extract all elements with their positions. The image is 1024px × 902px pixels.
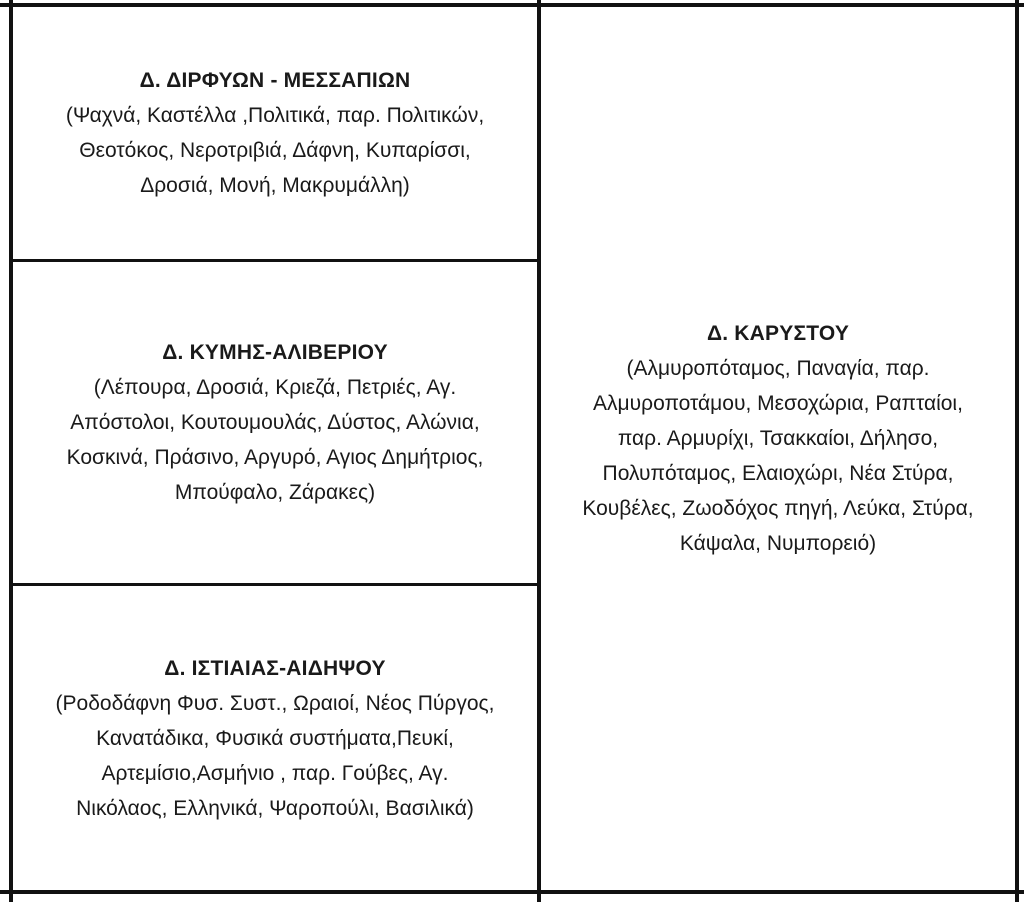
cell-locations: (Λέπουρα, Δροσιά, Κριεζά, Πετριές, Αγ. Απόστολοι, Κουτουμουλάς, Δύστος, Αλώνια, Κοσκινά, Πράσινο, Αργυρό, Αγιος Δημήτριος, Μπούφαλο, Ζάρακες) — [66, 376, 484, 504]
table-cell-dirfyon-messapion — [13, 7, 537, 259]
table-right-border — [1015, 0, 1019, 902]
cell-title: Δ. ΚΥΜΗΣ-ΑΛΙΒΕΡΙΟΥ — [162, 341, 388, 364]
table-cell-istiaias-aidipsou — [13, 586, 537, 890]
cell-locations: (Αλμυροπόταμος, Παναγία, παρ. Αλμυροποτάμου, Μεσοχώρια, Ραπταίοι, παρ. Αρμυρίχι, Τσακκαίοι, Δήλησο, Πολυπόταμος, Ελαιοχώρι, Νέα Στύρα, Κουβέλες, Ζωοδόχος πηγή, Λεύκα, Στύρα, Κάψαλα, Νυμπορειό) — [582, 357, 974, 555]
cell-title: Δ. ΔΙΡΦΥΩΝ - ΜΕΣΣΑΠΙΩΝ — [139, 69, 411, 92]
table-bottom-border — [0, 890, 1024, 894]
cell-title: Δ. ΙΣΤΙΑΙΑΣ-ΑΙΔΗΨΟΥ — [164, 656, 386, 680]
cell-title: Δ. ΚΑΡΥΣΤΟΥ — [706, 322, 850, 345]
table-cell-kymis-aliveriou — [13, 262, 537, 583]
cell-locations: (Ροδοδάφνη Φυσ. Συστ., Ωραιοί, Νέος Πύργος, Κανατάδικα, Φυσικά συστήματα,Πευκί, Αρτεμίσιο,Ασμήνιο , παρ. Γούβες, Αγ. Νικόλαος, Ελληνικά, Ψαροπούλι, Βασιλικά) — [55, 691, 495, 820]
table-cell-karystou — [541, 7, 1015, 890]
cell-locations: (Ψαχνά, Καστέλλα ,Πολιτικά, παρ. Πολιτικών, Θεοτόκος, Νεροτριβιά, Δάφνη, Κυπαρίσσι, Δροσιά, Μονή, Μακρυμάλλη) — [65, 104, 485, 197]
